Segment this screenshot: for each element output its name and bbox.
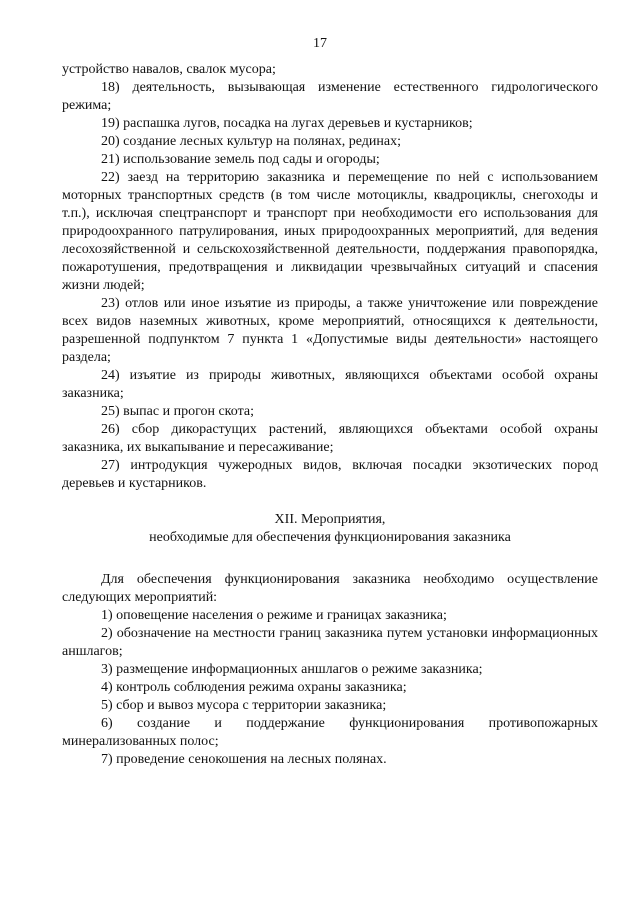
list-item-24: 24) изъятие из природы животных, являющихся объектами особой охраны заказника; [62,368,598,401]
measure-item-1: 1) оповещение населения о режиме и границах заказника; [101,608,447,623]
list-item-22: 22) заезд на территорию заказника и перемещение по ней с использованием моторных транспортных средств (в том числе мотоциклы, квадроциклы, снегоходы и т.п.), исключая спецтранспорт и транспорт при необходимости его использования для природоохранного патрулирования, иных природоохранных мероприятий, для ведения лесохозяйственной и сельскохозяйственной деятельности, поддержания правопорядка, пожаротушения, предотвращения и ликвидации чрезвычайных ситуаций и спасения жизни людей; [62,170,598,293]
list-item-18: 18) деятельность, вызывающая изменение естественного гидрологического режима; [62,80,598,113]
list-item-continuation: устройство навалов, свалок мусора; [62,62,276,77]
list-item-27: 27) интродукция чужеродных видов, включая посадки экзотических пород деревьев и кустарников. [62,458,598,491]
list-item-21: 21) использование земель под сады и огороды; [101,152,380,167]
measure-item-5: 5) сбор и вывоз мусора с территории заказника; [101,698,387,713]
measure-item-7: 7) проведение сенокошения на лесных полянах. [101,752,387,767]
section-heading [62,511,598,547]
section-subtitle: необходимые для обеспечения функционирования заказника [149,530,511,545]
measure-item-4: 4) контроль соблюдения режима охраны заказника; [101,680,407,695]
document-body [62,61,598,769]
list-item-23: 23) отлов или иное изъятие из природы, а также уничтожение или повреждение всех видов наземных животных, кроме мероприятий, относящихся к деятельности, разрешенной подпунктом 7 пункта 1 «Допустимые виды деятельности» настоящего раздела; [62,296,598,365]
section-intro: Для обеспечения функционирования заказника необходимо осуществление следующих мероприятий: [62,572,598,605]
list-item-20: 20) создание лесных культур на полянах, рединах; [101,134,401,149]
measure-item-2: 2) обозначение на местности границ заказника путем установки информационных аншлагов; [62,626,598,659]
section-title: XII. Мероприятия, [274,512,386,527]
page-number: 17 [313,36,327,51]
list-item-26: 26) сбор дикорастущих растений, являющихся объектами особой охраны заказника, их выкапывание и пересаживание; [62,422,598,455]
list-item-19: 19) распашка лугов, посадка на лугах деревьев и кустарников; [101,116,473,131]
measure-item-6: 6) создание и поддержание функционирования противопожарных минерализованных полос; [62,716,598,749]
measure-item-3: 3) размещение информационных аншлагов о режиме заказника; [101,662,483,677]
list-item-25: 25) выпас и прогон скота; [101,404,254,419]
